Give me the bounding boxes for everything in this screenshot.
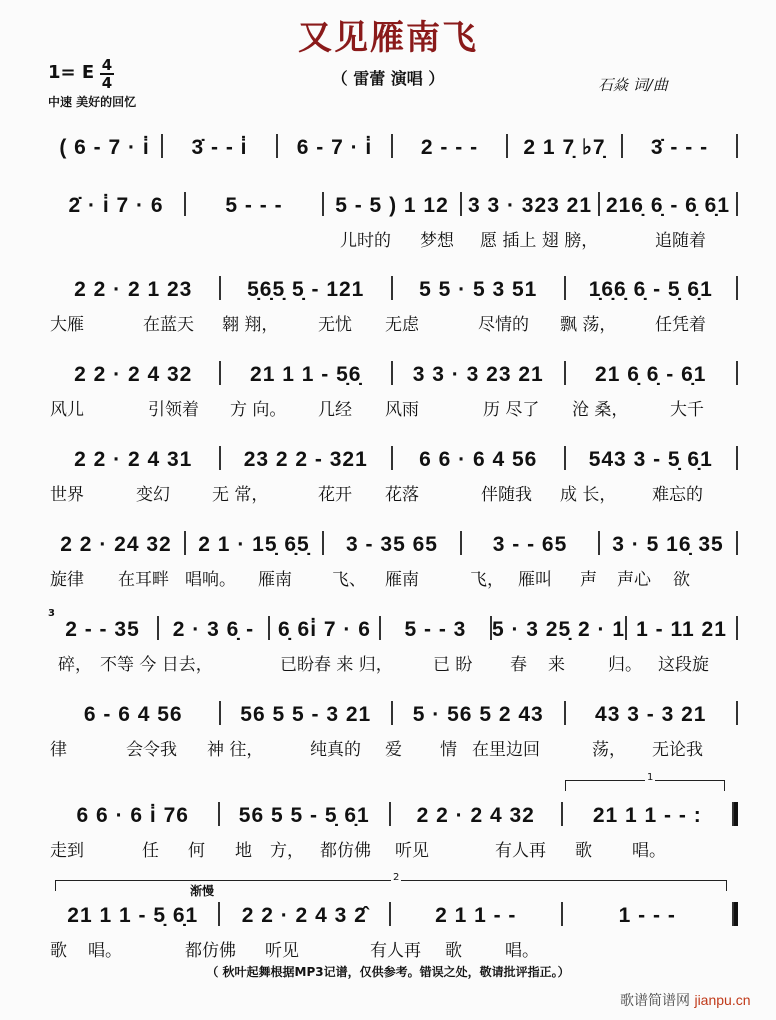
measure: 2 2 · 2 4 32 — [74, 363, 193, 386]
lyric-segment: 风雨 — [385, 400, 419, 420]
watermark-url: jianpu.cn — [694, 992, 751, 1008]
ritardando-marking: 渐慢 — [190, 884, 215, 898]
lyrics-line — [0, 480, 776, 505]
lyric-segment: 变幻 — [136, 485, 170, 505]
measure: 2 2 · 24 32 — [60, 533, 172, 556]
lyric-segment: 无忧 — [318, 315, 352, 335]
measure: 21 1 1 - - : — [592, 804, 702, 827]
score-row — [0, 527, 776, 597]
measure: 6 6 · 6 i̇ 76 — [76, 804, 189, 827]
lyric-segment: 历 尽了 — [483, 400, 540, 420]
notes-line — [48, 697, 738, 727]
notes-line — [48, 527, 738, 557]
lyrics-line — [0, 650, 776, 675]
barline — [736, 531, 738, 555]
volta-number: 2 — [393, 872, 400, 883]
measure: 5 5 · 5 3 51 — [419, 278, 538, 301]
lyrics-line — [0, 310, 776, 335]
lyric-segment: 有人再 — [370, 941, 421, 961]
lyric-segment: 来 — [548, 655, 565, 675]
score-row — [0, 357, 776, 427]
lyric-segment: 无虑 — [385, 315, 419, 335]
lyric-segment: 荡， — [592, 740, 626, 760]
lyric-segment: 任凭着 — [655, 315, 706, 335]
lyric-segment: 听见 — [265, 941, 299, 961]
lyric-segment: 都仿佛 — [320, 841, 371, 861]
measure: 2 - - - — [420, 136, 479, 159]
lyric-segment: 唱。 — [632, 841, 666, 861]
lyric-segment: 雁叫 — [518, 570, 552, 590]
lyrics-line — [0, 836, 776, 861]
lyric-segment: 何 — [188, 841, 205, 861]
measure: 1 - 11 21 — [636, 618, 727, 641]
measure: 3 3 · 3 23 21 — [412, 363, 544, 386]
notes-line — [48, 898, 738, 928]
measure: 2̇ · i̇ 7 · 6 — [68, 194, 164, 217]
time-signature-top: 4 — [101, 56, 113, 74]
measure: 5 - 5 ) 1 12 — [335, 194, 449, 217]
measure: 21 6̣ 6̣ - 6̣1 — [595, 363, 707, 386]
lyric-segment: 情 — [440, 740, 457, 760]
measure: 3 - 35 65 — [346, 533, 438, 556]
measure: 6 6 · 6 4 56 — [419, 448, 538, 471]
lyric-segment: 任 — [142, 841, 159, 861]
measure: 1 - - - — [618, 904, 676, 927]
lyric-segment: 方， — [270, 841, 304, 861]
lyric-segment: 难忘的 — [652, 485, 703, 505]
lyric-segment: 唱响。 — [185, 570, 236, 590]
lyric-segment: 碎， — [58, 655, 92, 675]
lyric-segment: 沧 桑， — [572, 400, 629, 420]
lyric-segment: 地 — [235, 841, 252, 861]
lyric-segment: 在蓝天 — [143, 315, 194, 335]
measure: 6 - 7 · i̇ — [296, 136, 373, 159]
barline — [736, 276, 738, 300]
measure: 43 3 - 3 21 — [595, 703, 707, 726]
measure: 2 · 3 6̣ - — [172, 618, 255, 641]
lyric-segment: 梦想 — [420, 231, 454, 251]
tempo-marking: 中速 美好的回忆 — [48, 95, 137, 109]
volta-bracket — [565, 772, 725, 791]
song-title: 又见雁南飞 — [298, 18, 478, 58]
lyric-segment: 声心 — [617, 570, 651, 590]
barline — [736, 361, 738, 385]
measure: 543 3 - 5̣ 6̣1 — [588, 448, 713, 471]
measure: 5 · 56 5 2 43 — [412, 703, 544, 726]
lyric-segment: 春 — [510, 655, 527, 675]
composer-credit: 石焱 词/曲 — [598, 76, 668, 94]
volta-number: 1 — [647, 772, 654, 783]
final-barline — [732, 902, 738, 926]
lyrics-line — [0, 168, 776, 190]
measure: 2 1 1 - - — [435, 904, 517, 927]
lyric-segment: 翱 翔， — [222, 315, 279, 335]
measure: 56 5 5 - 3 21 — [240, 703, 372, 726]
lyric-segment: 已盼春 来 归， — [280, 655, 393, 675]
barline — [736, 701, 738, 725]
lyric-segment: 几经 — [318, 400, 352, 420]
lyrics-line — [0, 226, 776, 251]
measure: 3̇ - - i̇ — [191, 136, 248, 159]
notes-line — [48, 798, 738, 828]
lyric-segment: 雁南 — [258, 570, 292, 590]
score-row — [0, 188, 776, 258]
lyric-segment: 神 往， — [207, 740, 264, 760]
measure: 2 1 · 15̣ 6̣5̣ — [198, 533, 310, 556]
lyric-segment: 都仿佛 — [185, 941, 236, 961]
measure: 2 2 · 2 4 32 — [416, 804, 535, 827]
measure: 5 · 3 25̣ 2 · 1 — [491, 618, 626, 641]
lyric-segment: 听见 — [395, 841, 429, 861]
measure: 6 - 6 4 56 — [83, 703, 183, 726]
measure: 3 - - 65 — [492, 533, 568, 556]
lyric-segment: 引领着 — [148, 400, 199, 420]
measure: 216̣ 6̣ - 6̣ 6̣1 — [605, 194, 731, 217]
lyric-segment: 风儿 — [50, 400, 84, 420]
lyric-segment: 追随着 — [655, 231, 706, 251]
lyric-segment: 歌 — [445, 941, 462, 961]
measure: 2 2 · 2 4 31 — [74, 448, 193, 471]
lyric-segment: 大千 — [670, 400, 704, 420]
lyric-segment: 走到 — [50, 841, 84, 861]
barline — [736, 616, 738, 640]
measure: 3 · 5 16̣ 35 — [612, 533, 724, 556]
measure: 23 2 2 - 321 — [243, 448, 368, 471]
lyric-segment: 无论我 — [652, 740, 703, 760]
score-row — [0, 772, 776, 868]
lyric-segment: 唱。 — [505, 941, 539, 961]
score-row — [0, 442, 776, 512]
measure: 3̇ - - - — [650, 136, 709, 159]
barline — [736, 192, 738, 216]
lyric-segment: 尽情的 — [478, 315, 529, 335]
lyric-segment: 花开 — [318, 485, 352, 505]
lyric-segment: 爱 — [385, 740, 402, 760]
lyric-segment: 歌 — [575, 841, 592, 861]
lyric-segment: 唱。 — [88, 941, 122, 961]
final-barline — [732, 802, 738, 826]
lyric-segment: 飞、 — [332, 570, 366, 590]
lyric-segment: 律 — [50, 740, 67, 760]
measure: 21 1 1 - 5̣ 6̣1 — [67, 904, 199, 927]
lyric-segment: 愿 插上 翅 膀， — [480, 231, 599, 251]
lyric-segment: 花落 — [385, 485, 419, 505]
lyric-segment: 世界 — [50, 485, 84, 505]
watermark-text: 歌谱简谱网 — [620, 993, 690, 1009]
score-row — [0, 272, 776, 342]
measure: ( 6 - 7 · i̇ — [59, 136, 150, 159]
lyric-segment: 飘 荡， — [560, 315, 617, 335]
lyrics-line — [0, 936, 776, 961]
time-signature-bottom: 4 — [101, 74, 113, 92]
measure: 3 3 · 323 21 — [467, 194, 593, 217]
notes-line — [48, 612, 738, 642]
time-signature — [100, 58, 114, 90]
lyric-segment: 方 向。 — [230, 400, 287, 420]
transcription-note: （ 秋叶起舞根据MP3记谱，仅供参考。错误之处，敬请批评指正。） — [206, 965, 570, 979]
triplet-ornament-mark: 3 — [48, 608, 55, 619]
score-row — [0, 612, 776, 682]
notes-line — [48, 188, 738, 218]
measure: 56 5 5 - 5̣ 6̣1 — [238, 804, 370, 827]
lyric-segment: 伴随我 — [481, 485, 532, 505]
lyric-segment: 已 盼 — [433, 655, 473, 675]
notes-line — [48, 442, 738, 472]
lyric-segment: 歌 — [50, 941, 67, 961]
lyric-segment: 欲 — [673, 570, 690, 590]
lyric-segment: 旋律 — [50, 570, 84, 590]
lyric-segment: 儿时的 — [340, 231, 391, 251]
barline — [736, 134, 738, 158]
notes-line — [48, 357, 738, 387]
lyrics-line — [0, 735, 776, 760]
lyrics-line — [0, 565, 776, 590]
performer: （ 雷蕾 演唱 ） — [331, 69, 445, 88]
notes-line — [48, 272, 738, 302]
lyric-segment: 飞， — [470, 570, 504, 590]
measure: 5̣6̣5̣ 5̣ - 121 — [247, 278, 365, 301]
measure: 1̣6̣6̣ 6̣ - 5̣ 6̣1 — [588, 278, 713, 301]
lyrics-line — [0, 395, 776, 420]
lyric-segment: 无 常， — [212, 485, 269, 505]
lyric-segment: 雁南 — [385, 570, 419, 590]
lyric-segment: 在里边回 — [472, 740, 540, 760]
measure: 2 1 7̣ ♭7̣ — [523, 136, 606, 159]
measure: 2 - - 35 — [65, 618, 140, 641]
volta-bracket — [55, 872, 727, 891]
lyric-segment: 会令我 — [126, 740, 177, 760]
measure: 21 1 1 - 5̣6̣ — [250, 363, 362, 386]
key-signature: 1= E — [48, 62, 95, 83]
lyric-segment: 归。 — [608, 655, 642, 675]
score-row — [0, 697, 776, 767]
lyric-segment: 大雁 — [50, 315, 84, 335]
lyric-segment: 成 长， — [560, 485, 617, 505]
measure: 2 2 · 2 4 3 2̂ — [241, 904, 367, 927]
lyric-segment: 在耳畔 — [118, 570, 169, 590]
watermark — [620, 990, 751, 1010]
lyric-segment: 声 — [580, 570, 597, 590]
notes-line — [48, 130, 738, 160]
measure: 5 - - - — [225, 194, 283, 217]
measure: 6̣ 6i̇ 7 · 6 — [278, 618, 371, 641]
measure: 5 - - 3 — [404, 618, 467, 641]
lyric-segment: 有人再 — [495, 841, 546, 861]
measure: 2 2 · 2 1 23 — [74, 278, 193, 301]
barline — [736, 446, 738, 470]
lyric-segment: 不等 今 日去， — [100, 655, 213, 675]
lyric-segment: 这段旋 — [658, 655, 709, 675]
lyric-segment: 纯真的 — [310, 740, 361, 760]
